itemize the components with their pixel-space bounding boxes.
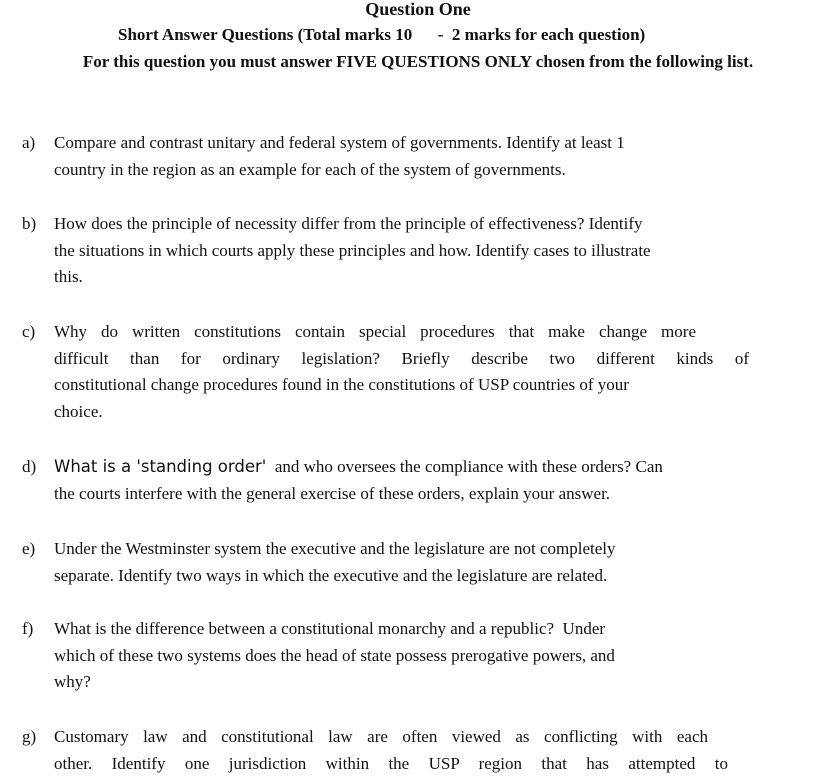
question-text [54,454,750,507]
question-line: the courts interfere with the general exercise of these orders, explain your answer. [54,483,611,503]
question-label: c) [22,322,36,341]
question-line: constitutional change procedures found in the constitutions of USP countries of your [54,375,629,394]
question-label: g) [22,727,37,746]
question-text [54,616,750,696]
question-text [54,319,750,425]
question-text [54,536,750,589]
question-lead: What is a 'standing order' [54,457,267,476]
question-line: Compare and contrast unitary and federal system of governments. Identify at least 1 [54,133,625,152]
question-label: a) [22,133,36,152]
question-text [54,130,750,183]
question-line: separate. Identify two ways in which the executive and the legislature are related. [54,565,608,585]
question-line: What is the difference between a constitutional monarchy and a republic? Under [54,619,606,638]
question-subtitle: Short Answer Questions (Total marks 10 - 2 marks for each question) [118,25,646,44]
question-line-rest: and who oversees the compliance with these orders? Can [266,457,663,476]
question-text [54,724,750,777]
question-line: other. Identify one jurisdiction within the USP region that has attempted to [54,753,728,773]
question-line: this. [54,267,83,286]
question-label: f) [22,619,34,638]
question-label: b) [22,214,37,233]
question-line: why? [54,672,91,691]
question-text [54,211,750,291]
question-line [54,454,750,481]
question-line: the situations in which courts apply these principles and how. Identify cases to illustrate [54,240,651,260]
question-label: e) [22,539,36,558]
question-line: country in the region as an example for each of the system of governments. [54,159,566,179]
question-line: Under the Westminster system the executive and the legislature are not completely [54,539,616,558]
question-line: How does the principle of necessity differ from the principle of effectiveness? Identify [54,214,643,233]
question-title: Question One [365,0,471,19]
question-line: Why do written constitutions contain special procedures that make change more [54,322,696,341]
question-line: choice. [54,401,103,421]
question-label: d) [22,457,37,476]
question-line: Customary law and constitutional law are often viewed as conflicting with each [54,727,708,746]
question-line: which of these two systems does the head of state possess prerogative powers, and [54,645,615,665]
question-line: difficult than for ordinary legislation? Briefly describe two different kinds of [54,348,749,368]
question-instruction: For this question you must answer FIVE QUESTIONS ONLY chosen from the following list. [82,52,754,71]
